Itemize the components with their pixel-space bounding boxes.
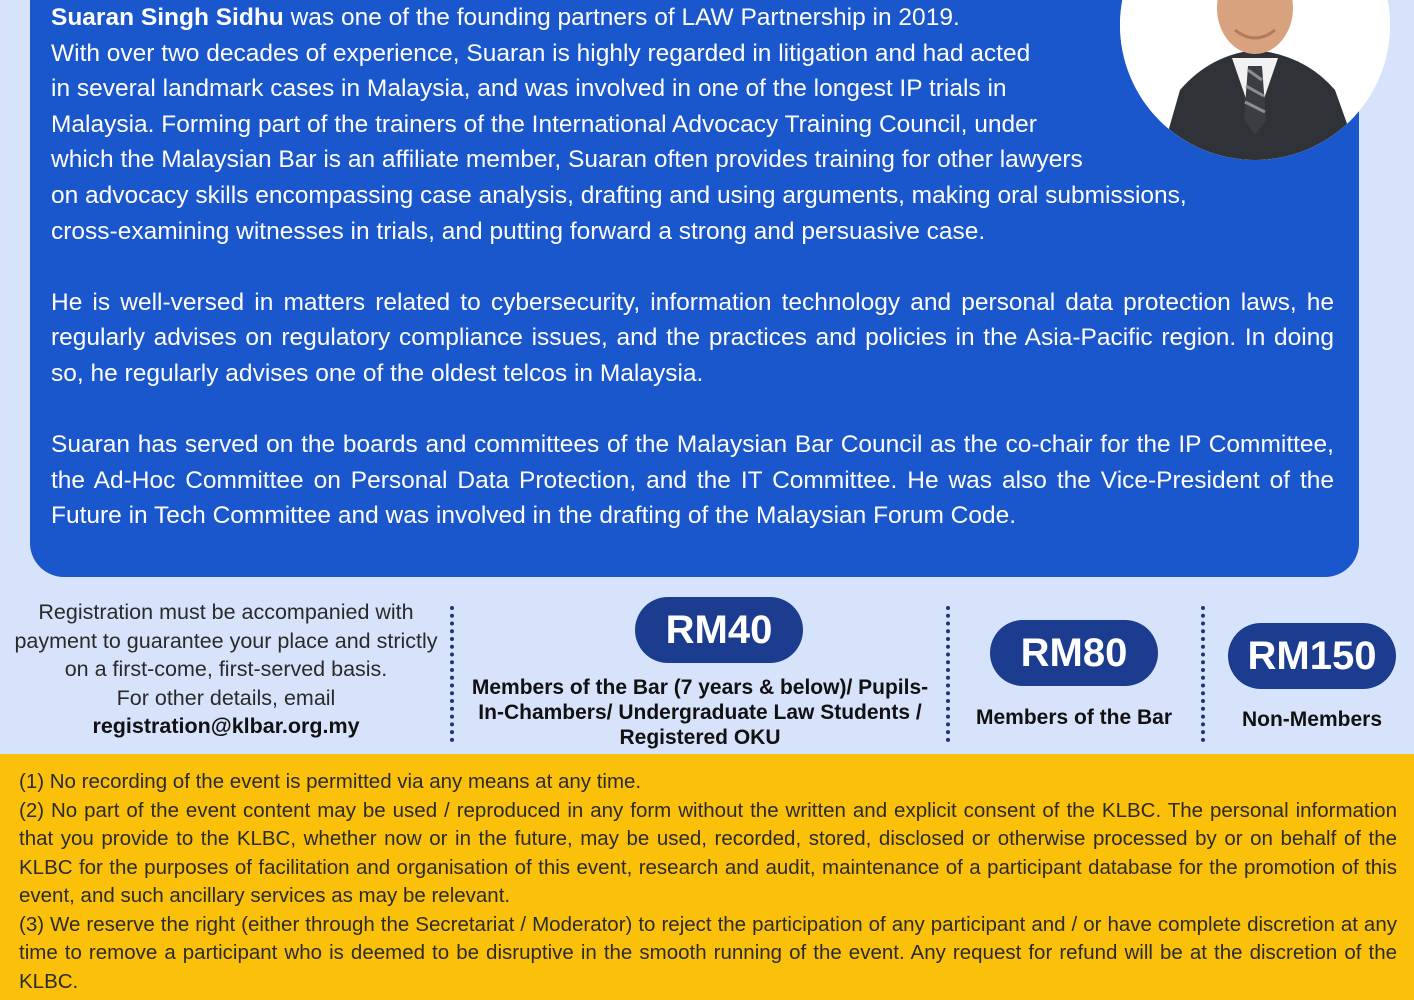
terms-item: (3) We reserve the right (either through the Secretariat / Moderator) to reject the participation of any participant and / or have complete discretion at any time to remove a participant who is deemed to be disruptive in the smooth running of the event. Any request for refund will be at the discretion of the KLBC. [19, 912, 1397, 993]
email-prompt: For other details, email [116, 685, 336, 710]
terms-item: (2) No part of the event content may be used / reproduced in any form without the written and explicit consent of the KLBC. The personal information that you provide to the KLBC, whether now or in the future, may be used, recorded, stored, disclosed or otherwise processed by or on behalf of the KLBC for the purposes of facilitation and organisation of this event, research and audit, maintenance of a participant database for the promotion of this event, and such ancillary services as may be relevant. [19, 798, 1397, 907]
bio-line: With over two decades of experience, Suaran is highly regarded in litigation and had acted [51, 39, 1031, 67]
price-badge-rm80: RM80 [990, 620, 1158, 686]
bio-line: Malaysia. Forming part of the trainers of the International Advocacy Training Council, under [51, 110, 1037, 138]
bio-line: cross-examining witnesses in trials, and putting forward a strong and persuasive case. [51, 217, 986, 245]
bio-paragraph-2: He is well-versed in matters related to cybersecurity, information technology and personal data protection laws, he regularly advises on regulatory compliance issues, and the practices and policies in the Asia-Pacific region. In doing so, he regularly advises one of the oldest telcos in Malaysia. [51, 288, 1334, 387]
terms-list [19, 768, 1397, 996]
price-label-rm150: Non-Members [1241, 708, 1383, 731]
price-label-rm80: Members of the Bar [975, 706, 1173, 729]
bio-line: which the Malaysian Bar is an affiliate member, Suaran often provides training for other lawyers [51, 146, 1083, 174]
terms-item: (1) No recording of the event is permitted via any means at any time. [19, 770, 642, 793]
price-divider [1201, 606, 1205, 742]
registration-note [8, 598, 444, 741]
price-badge-rm150: RM150 [1228, 623, 1396, 689]
price-badge-rm40: RM40 [635, 597, 803, 663]
bio-paragraph-3: Suaran has served on the boards and committees of the Malaysian Bar Council as the co-chair for the IP Committee, the Ad-Hoc Committee on Personal Data Protection, and the IT Committee. He was also the Vice-President of the Future in Tech Committee and was involved in the drafting of the Malaysian Forum Code. [51, 431, 1334, 530]
registration-email-link[interactable]: registration@klbar.org.my [92, 714, 360, 738]
registration-text: Registration must be accompanied with payment to guarantee your place and strictly on a first-come, first-served basis. [14, 600, 438, 681]
terms-panel [0, 754, 1414, 1000]
price-label-rm40: Members of the Bar (7 years & below)/ Pupils-In-Chambers/ Undergraduate Law Students / Registered OKU [471, 676, 929, 749]
bio-line: in several landmark cases in Malaysia, and was involved in one of the longest IP trials in [51, 75, 1007, 103]
bio-line: on advocacy skills encompassing case analysis, drafting and using arguments, making oral submissions, [51, 181, 1187, 209]
speaker-name: Suaran Singh Sidhu [51, 4, 284, 31]
price-divider [450, 606, 454, 742]
bio-intro-rest: was one of the founding partners of LAW Partnership in 2019. [290, 4, 960, 31]
price-divider [946, 606, 950, 742]
